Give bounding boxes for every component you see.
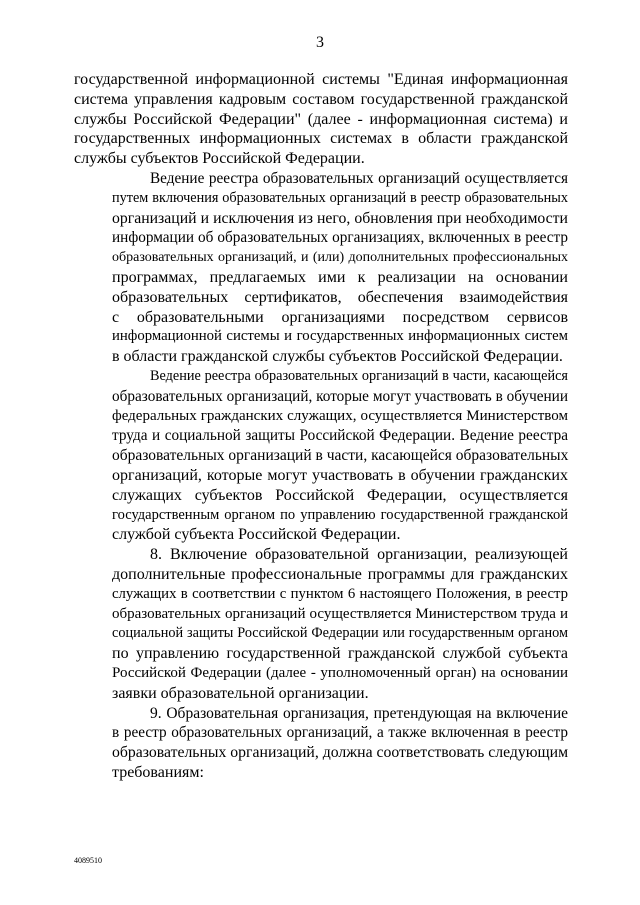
text-line: Ведение реестра образовательных организаций в части, касающейся — [150, 367, 568, 384]
text-line: информационной системы и государственных информационных систем — [112, 328, 568, 345]
text-line: Ведение реестра образовательных организаций осуществляется — [150, 169, 568, 187]
text-line: 8. Включение образовательной организации, реализующей — [150, 546, 568, 564]
text-line: требованиям: — [112, 763, 204, 781]
text-line: программах, предлагаемых ими к реализации на основании — [112, 268, 568, 286]
text-line: в области гражданской службы субъектов Российской Федерации. — [112, 348, 563, 366]
text-line: заявки образовательной организации. — [112, 684, 369, 702]
text-line: службы Российской Федерации" (далее - информационная система) и — [74, 110, 568, 128]
text-line: дополнительные профессиональные программы для гражданских — [112, 565, 568, 583]
text-line: система управления кадровым составом государственной гражданской — [74, 90, 568, 108]
text-line: в реестр образовательных организаций, а также включенная в реестр — [112, 724, 568, 742]
document-body — [74, 70, 568, 783]
text-line: образовательных организаций осуществляется Министерством труда и — [112, 605, 568, 622]
text-line: образовательных организаций, должна соответствовать следующим — [112, 744, 569, 762]
text-line: организаций, которые могут участвовать в обучении гражданских — [112, 466, 568, 484]
text-line: труда и социальной защиты Российской Федерации. Ведение реестра — [112, 427, 568, 445]
page-number: 3 — [316, 34, 324, 51]
text-line: государственных информационных системах в области гражданской — [74, 130, 568, 148]
text-line: служащих в соответствии с пунктом 6 настоящего Положения, в реестр — [112, 585, 568, 602]
text-line: службой субъекта Российской Федерации. — [112, 526, 401, 544]
footer-document-code: 4089510 — [74, 856, 102, 865]
text-line: информации об образовательных организациях, включенных в реестр — [112, 229, 568, 247]
paragraph — [74, 545, 568, 703]
text-line: федеральных гражданских служащих, осуществляется Министерством — [112, 407, 568, 424]
paragraph — [74, 169, 568, 367]
text-line: 9. Образовательная организация, претендующая на включение — [150, 704, 568, 722]
text-line: Российской Федерации (далее - уполномоченный орган) на основании — [112, 664, 568, 681]
text-line: образовательных организаций в части, касающейся образовательных — [112, 447, 569, 465]
text-line: по управлению государственной гражданской службой субъекта — [112, 645, 568, 663]
text-line: путем включения образовательных организаций в реестр образовательных — [112, 189, 568, 206]
text-line: служащих субъектов Российской Федерации, осуществляется — [112, 486, 568, 504]
paragraph — [74, 704, 568, 783]
text-line: государственной информационной системы "Единая информационная — [74, 71, 568, 88]
text-line: организаций и исключения из него, обновления при необходимости — [112, 209, 568, 227]
text-line: службы субъектов Российской Федерации. — [74, 150, 365, 168]
paragraph — [74, 70, 568, 169]
text-line: государственным органом по управлению государственной гражданской — [112, 506, 568, 523]
text-line: образовательных организаций, и (или) дополнительных профессиональных — [112, 250, 568, 266]
text-line: социальной защиты Российской Федерации или государственным органом — [112, 625, 568, 642]
paragraph — [74, 367, 568, 545]
text-line: с образовательными организациями посредством сервисов — [112, 308, 568, 326]
text-line: образовательных сертификатов, обеспечения взаимодействия — [112, 288, 568, 306]
text-line: образовательных организаций, которые могут участвовать в обучении — [112, 387, 568, 405]
